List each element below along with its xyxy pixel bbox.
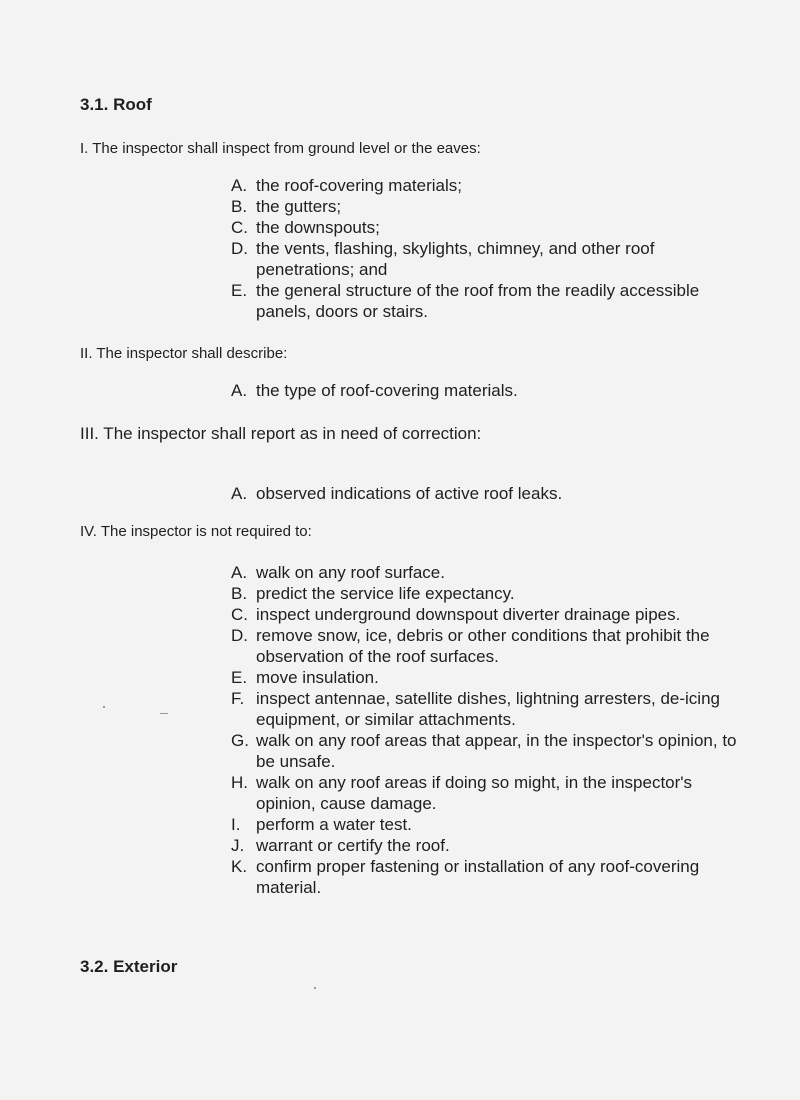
list-item: A. the type of roof-covering materials. [231,381,518,400]
part-4-intro: IV. The inspector is not required to: [80,523,312,540]
section-heading-roof: 3.1. Roof [80,95,152,114]
list-item: D. remove snow, ice, debris or other conditions that prohibit the observation of the roof surfaces. [231,626,710,666]
part-3-intro: III. The inspector shall report as in need of correction: [80,424,482,443]
list-item: E. move insulation. [231,668,379,687]
list-item: K. confirm proper fastening or installation of any roof-covering material. [231,857,700,897]
scan-speck [103,706,105,708]
list-item: I. perform a water test. [231,815,412,834]
list-item: F. inspect antennae, satellite dishes, lightning arresters, de-icing equipment, or similar attachments. [231,689,720,729]
list-item: C. inspect underground downspout diverter drainage pipes. [231,605,681,624]
list-item: A. the roof-covering materials; [231,176,462,195]
list-item: A. walk on any roof surface. [231,563,445,582]
list-item: D. the vents, flashing, skylights, chimney, and other roof penetrations; and [231,239,655,279]
list-item: A. observed indications of active roof leaks. [231,484,563,503]
part-1-intro: I. The inspector shall inspect from ground level or the eaves: [80,140,481,157]
part-4-list [231,562,741,898]
part-1-list [231,175,741,322]
part-3-list [231,483,741,504]
list-item: J. warrant or certify the roof. [231,836,450,855]
list-item: C. the downspouts; [231,218,380,237]
scan-speck [160,713,168,714]
list-item: G. walk on any roof areas that appear, in the inspector's opinion, to be unsafe. [231,731,737,771]
part-2-list [231,380,741,401]
list-item: E. the general structure of the roof from the readily accessible panels, doors or stairs. [231,281,700,321]
list-item: H. walk on any roof areas if doing so might, in the inspector's opinion, cause damage. [231,773,693,813]
scan-speck [314,987,316,989]
list-item: B. the gutters; [231,197,342,216]
list-item: B. predict the service life expectancy. [231,584,515,603]
part-2-intro: II. The inspector shall describe: [80,345,288,362]
section-heading-exterior: 3.2. Exterior [80,957,178,976]
